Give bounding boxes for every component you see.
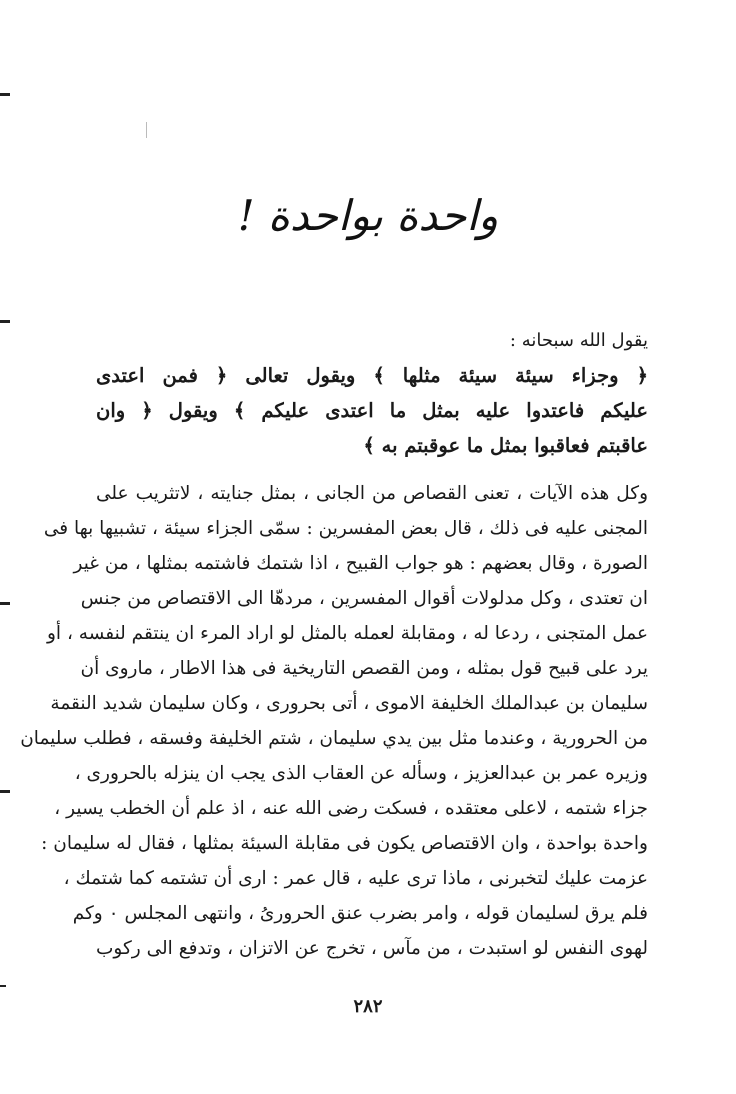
left-edge-mark [0, 790, 10, 793]
paragraph-line: واحدة بواحدة ، وان الاقتصاص يكون فى مقابلة السيئة بمثلها ، فقال له سليمان : [41, 833, 648, 854]
paragraph-line: عزمت عليك لتخبرنى ، ماذا ترى عليه ، قال عمر : ارى أن تشتمه كما شتمك ، [63, 868, 648, 889]
paragraph-line: المجنى عليه فى ذلك ، قال بعض المفسرين : سمّى الجزاء سيئة ، تشبيها بها فى [43, 518, 648, 539]
verse-line: عاقبتم فعاقبوا بمثل ما عوقبتم به ﴾ [363, 434, 648, 457]
paragraph-line: من الحرورية ، وعندما مثل بين يدي سليمان ، شتم الخليفة وفسقه ، فطلب سليمان [20, 728, 648, 749]
paragraph-line: سليمان بن عبدالملك الخليفة الاموى ، أتى بحرورى ، وكان سليمان شديد النقمة [50, 693, 648, 714]
page-number: ٢٨٢ [353, 996, 383, 1017]
left-edge-mark [0, 93, 10, 96]
left-edge-mark [0, 602, 10, 605]
verse-line: ﴿ وجزاء سيئة سيئة مثلها ﴾ ويقول تعالى ﴿ فمن اعتدى [96, 364, 648, 387]
verse-line: عليكم فاعتدوا عليه بمثل ما اعتدى عليكم ﴾ ويقول ﴿ وان [96, 399, 648, 422]
paragraph-line: الصورة ، وقال بعضهم : هو جواب القبيح ، اذا شتمك فاشتمه بمثلها ، من غير [73, 553, 648, 574]
paragraph-line: ان تعتدى ، وكل مدلولات أقوال المفسرين ، مردهّا الى الاقتصاص من جنس [80, 588, 648, 609]
left-edge-mark [0, 320, 10, 323]
paragraph-line: عمل المتجنى ، ردعا له ، ومقابلة لعمله بالمثل لو اراد المرء ان ينتقم لنفسه ، أو [47, 623, 648, 644]
paragraph-line: وزيره عمر بن عبدالعزيز ، وسأله عن العقاب الذى يجب ان ينزله بالحرورى ، [74, 763, 648, 784]
chapter-title: واحدة بواحدة ! [237, 191, 499, 240]
paragraph-line: يرد على قبيح قول بمثله ، ومن القصص التاريخية فى هذا الاطار ، ماروى أن [80, 658, 648, 679]
paragraph-line: لهوى النفس لو استبدت ، من مآس ، تخرج عن الاتزان ، وتدفع الى ركوب [96, 938, 648, 959]
body-paragraph [20, 476, 648, 966]
scan-artifact [146, 122, 147, 138]
paragraph-line: وكل هذه الآيات ، تعنى القصاص من الجانى ، بمثل جنايته ، لاتثريب على [96, 483, 648, 504]
quran-verses [96, 358, 648, 463]
left-edge-mark [0, 985, 6, 987]
paragraph-line: جزاء شتمه ، لاعلى معتقده ، فسكت رضى الله عنه ، اذ علم أن الخطب يسير ، [54, 798, 648, 819]
intro-line: يقول الله سبحانه : [509, 330, 648, 351]
paragraph-line: فلم يرق لسليمان قوله ، وامر بضرب عنق الحرورىُ ، وانتهى المجلس ٠ وكم [72, 903, 648, 924]
